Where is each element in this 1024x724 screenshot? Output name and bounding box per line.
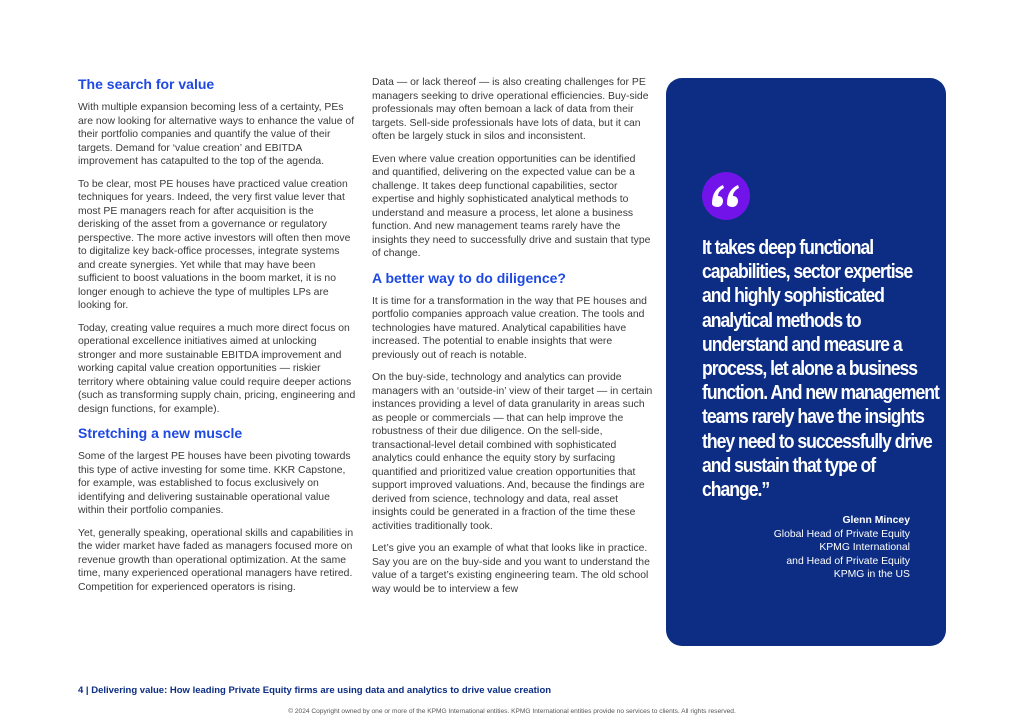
attribution-title: KPMG in the US <box>833 569 910 580</box>
left-column <box>78 72 356 603</box>
body-paragraph: Some of the largest PE houses have been pivoting towards this type of active investing for some time. KKR Capstone, for example, was established to focus exclusively on identifying and delivering sustainable operational value within their portfolio companies. <box>78 451 351 516</box>
attribution-title: Global Head of Private Equity <box>773 528 910 540</box>
body-paragraph: Yet, generally speaking, operational skills and capabilities in the wider market have faded as managers focused more on revenue growth than operational optimization. At the same time, many experienced operational managers have retired. Competition for experienced operators is rising. <box>78 527 354 593</box>
body-paragraph: Today, creating value requires a much more direct focus on operational excellence initiatives aimed at unlocking stronger and more sustainable EBITDA improvement and working capital value creation opportunities — riskier territory where obtaining value could require deeper actions (such as transforming supply chain, pricing, engineering and design functions, for example). <box>78 322 356 415</box>
body-paragraph: Data — or lack thereof — is also creating challenges for PE managers seeking to drive operational efficiencies. Buy-side professionals may often bemoan a lack of data from their targets. Sell-side professionals have lots of data, but it can often be largely stuck in silos and inconsistent. <box>372 77 649 142</box>
quote-text: It takes deep functional capabilities, sector expertise and highly sophisticated analytical methods to understand and measure a process, let alone a business function. And new management teams rarely have the insights they need to successfully drive and sustain that type of change.” <box>702 236 939 502</box>
quotation-mark-icon <box>702 172 750 220</box>
pull-quote-panel <box>666 78 946 646</box>
body-paragraph: It is time for a transformation in the way that PE houses and portfolio companies approach value creation. The tools and technologies have matured. Analytical capabilities have increased. The potential to enable insights that were previously out of reach is notable. <box>372 295 647 361</box>
attribution-title: and Head of Private Equity <box>786 555 910 567</box>
middle-column <box>372 76 654 605</box>
footer-page-title: 4 | Delivering value: How leading Private Equity firms are using data and analytics to drive value creation <box>78 685 552 696</box>
body-paragraph: On the buy-side, technology and analytics can provide managers with an ‘outside-in’ view of their target — in certain instances providing a level of data granularity in areas such as people or commercials — that can help improve the robustness of their due diligence. On the sell-side, transactional-level detail combined with sophisticated analytics could enhance the equity story by surfacing quantified and prioritized value creation opportunities that support improved valuations. And, because the findings are derived from science, technology and data, real asset insights could be generated in a fraction of the time these activities traditionally took. <box>372 372 653 532</box>
copyright-notice: © 2024 Copyright owned by one or more of the KPMG International entities. KPMG International entities provide no services to clients. All rights reserved. <box>288 708 736 715</box>
body-paragraph: Let’s give you an example of what that looks like in practice. Say you are on the buy-side and you want to understand the value of a target’s existing engineering team. The old school way would be to interview a few <box>372 543 650 595</box>
body-paragraph: With multiple expansion becoming less of a certainty, PEs are now looking for alternative ways to enhance the value of their portfolio companies and quantify the value of their targets. Demand for ‘value creation’ and EBITDA improvement has catapulted to the top of the agenda. <box>78 102 355 167</box>
attribution-name: Glenn Mincey <box>842 515 910 526</box>
section-heading-stretching-muscle: Stretching a new muscle <box>78 425 243 441</box>
body-paragraph: Even where value creation opportunities can be identified and quantified, delivering on the expected value can be a challenge. It takes deep functional capabilities, sector expertise and highly sophisticated analytical methods to understand and measure a process, let alone a business function. And new management teams rarely have the insights they need to successfully drive and sustain that type of change. <box>372 153 651 259</box>
quote-attribution <box>680 514 910 582</box>
attribution-title: KPMG International <box>819 542 910 553</box>
section-heading-search-for-value: The search for value <box>78 76 215 92</box>
section-heading-better-diligence: A better way to do diligence? <box>372 269 566 286</box>
body-paragraph: To be clear, most PE houses have practiced value creation techniques for years. Indeed, the very first value lever that most PE managers reach for after acquisition is the derisking of the asset from a governance or regulatory perspective. The more active investors will often then move to digitalize key back-office processes, integrate systems and create synergies. Yet while that may have been sufficient to boost valuations in the boom market, it is no longer enough to achieve the type of multiples LPs are looking for. <box>78 178 351 311</box>
